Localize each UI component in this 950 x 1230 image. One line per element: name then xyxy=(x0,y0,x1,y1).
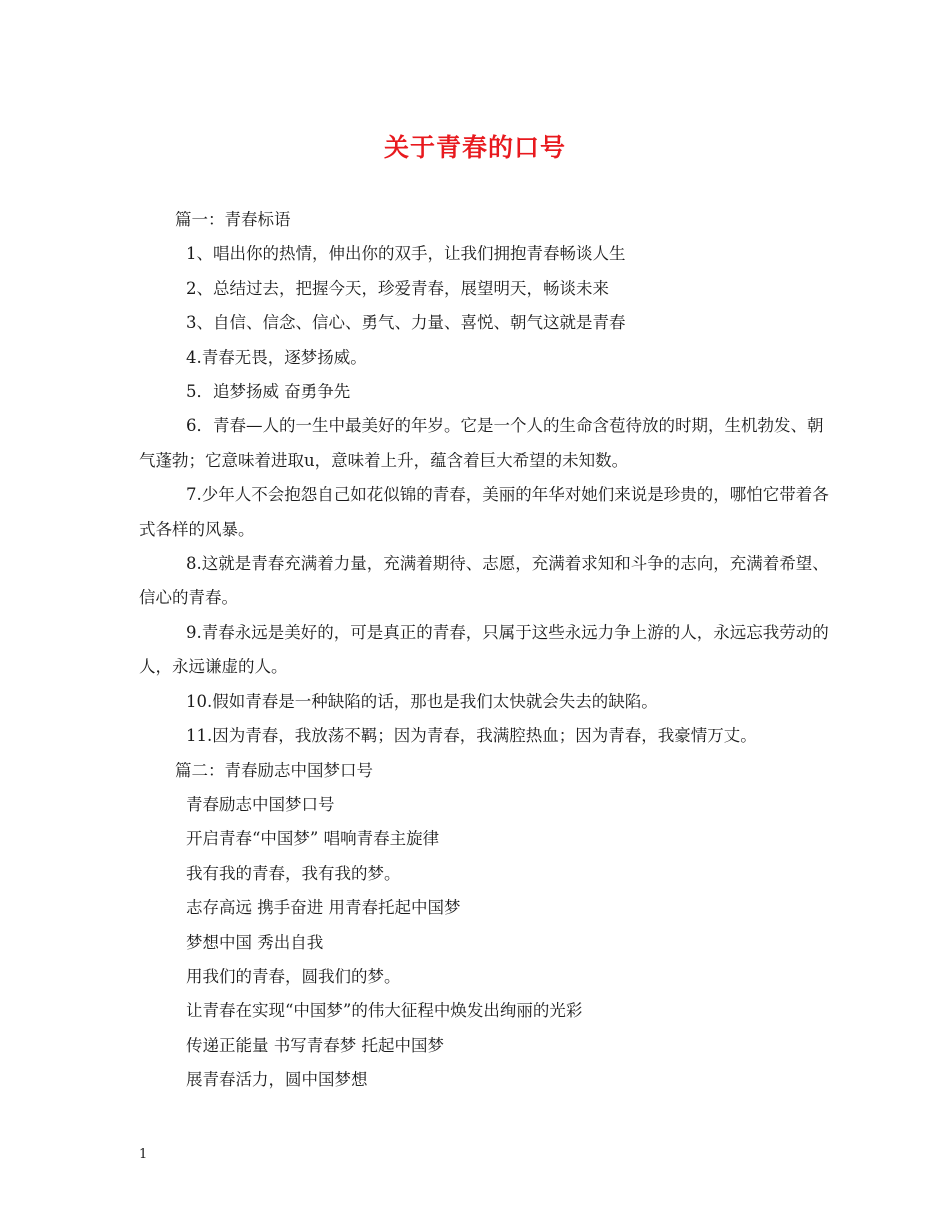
slogan-item: 展青春活力，圆中国梦想 xyxy=(186,1070,368,1090)
section-heading-1: 篇一：青春标语 xyxy=(175,210,291,229)
slogan-item: 梦想中国 秀出自我 xyxy=(186,932,324,952)
list-item: 5．追梦扬威 奋勇争先 xyxy=(186,382,351,402)
section-heading-2: 篇二：青春励志中国梦口号 xyxy=(175,760,373,780)
list-item: 11.因为青春，我放荡不羁；因为青春，我满腔热血；因为青春，我豪情万丈。 xyxy=(186,726,757,746)
page-number: 1 xyxy=(139,1147,148,1162)
list-item: 9.青春永远是美好的，可是真正的青春，只属于这些永远力争上游的人，永远忘我劳动的人，永远谦虚的人。 xyxy=(139,622,829,677)
slogan-item: 志存高远 携手奋进 用青春托起中国梦 xyxy=(186,898,461,918)
list-item: 3、自信、信念、信心、勇气、力量、喜悦、朝气这就是青春 xyxy=(186,313,626,333)
slogan-item: 用我们的青春，圆我们的梦。 xyxy=(186,966,401,986)
slogan-item: 青春励志中国梦口号 xyxy=(186,794,335,814)
document-body xyxy=(139,203,829,1098)
slogan-item: 让青春在实现“中国梦”的伟大征程中焕发出绚丽的光彩 xyxy=(186,1001,583,1021)
list-item: 6．青春—人的一生中最美好的年岁。它是一个人的生命含苞待放的时期，生机勃发、朝气蓬勃；它意味着进取u，意味着上升，蕴含着巨大希望的未知数。 xyxy=(139,416,824,470)
list-item: 8.这就是青春充满着力量，充满着期待、志愿，充满着求知和斗争的志向，充满着希望、信心的青春。 xyxy=(139,554,829,608)
slogan-item: 我有我的青春，我有我的梦。 xyxy=(186,863,401,883)
slogan-item: 传递正能量 书写青春梦 托起中国梦 xyxy=(186,1035,444,1055)
list-item: 7.少年人不会抱怨自己如花似锦的青春，美丽的年华对她们来说是珍贵的，哪怕它带着各式各样的风暴。 xyxy=(139,485,829,539)
document-title: 关于青春的口号 xyxy=(383,133,566,162)
list-item: 2、总结过去，把握今天，珍爱青春，展望明天，畅谈未来 xyxy=(186,278,609,298)
list-item: 10.假如青春是一种缺陷的话，那也是我们太快就会失去的缺陷。 xyxy=(186,691,658,711)
list-item: 1、唱出你的热情，伸出你的双手，让我们拥抱青春畅谈人生 xyxy=(186,244,626,264)
slogan-item: 开启青春“中国梦” 唱响青春主旋律 xyxy=(186,829,440,849)
list-item: 4.青春无畏，逐梦扬威。 xyxy=(186,347,367,367)
